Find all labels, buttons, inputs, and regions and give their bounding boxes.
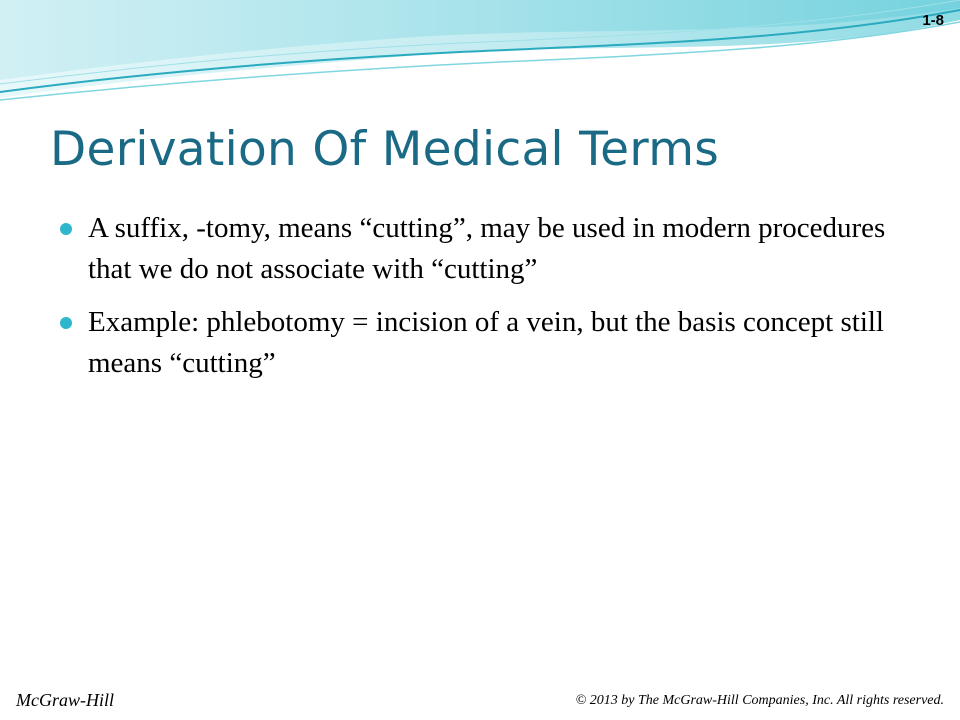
bullet-list	[60, 208, 920, 396]
bullet-dot-icon	[60, 223, 72, 235]
bullet-text: A suffix, -tomy, means “cutting”, may be used in modern procedures that we do not associate with “cutting”	[88, 212, 886, 285]
bullet-text: Example: phlebotomy = incision of a vein, but the basis concept still means “cutting”	[88, 306, 884, 379]
copyright-notice: © 2013 by The McGraw-Hill Companies, Inc. All rights reserved.	[575, 693, 944, 708]
bullet-item	[60, 302, 920, 384]
bullet-dot-icon	[60, 317, 72, 329]
bullet-item	[60, 208, 920, 290]
slide-title: Derivation Of Medical Terms	[50, 122, 720, 177]
publisher-label: McGraw-Hill	[16, 690, 114, 710]
header-wave-decoration	[0, 0, 960, 120]
slide-number: 1-8	[922, 12, 944, 29]
